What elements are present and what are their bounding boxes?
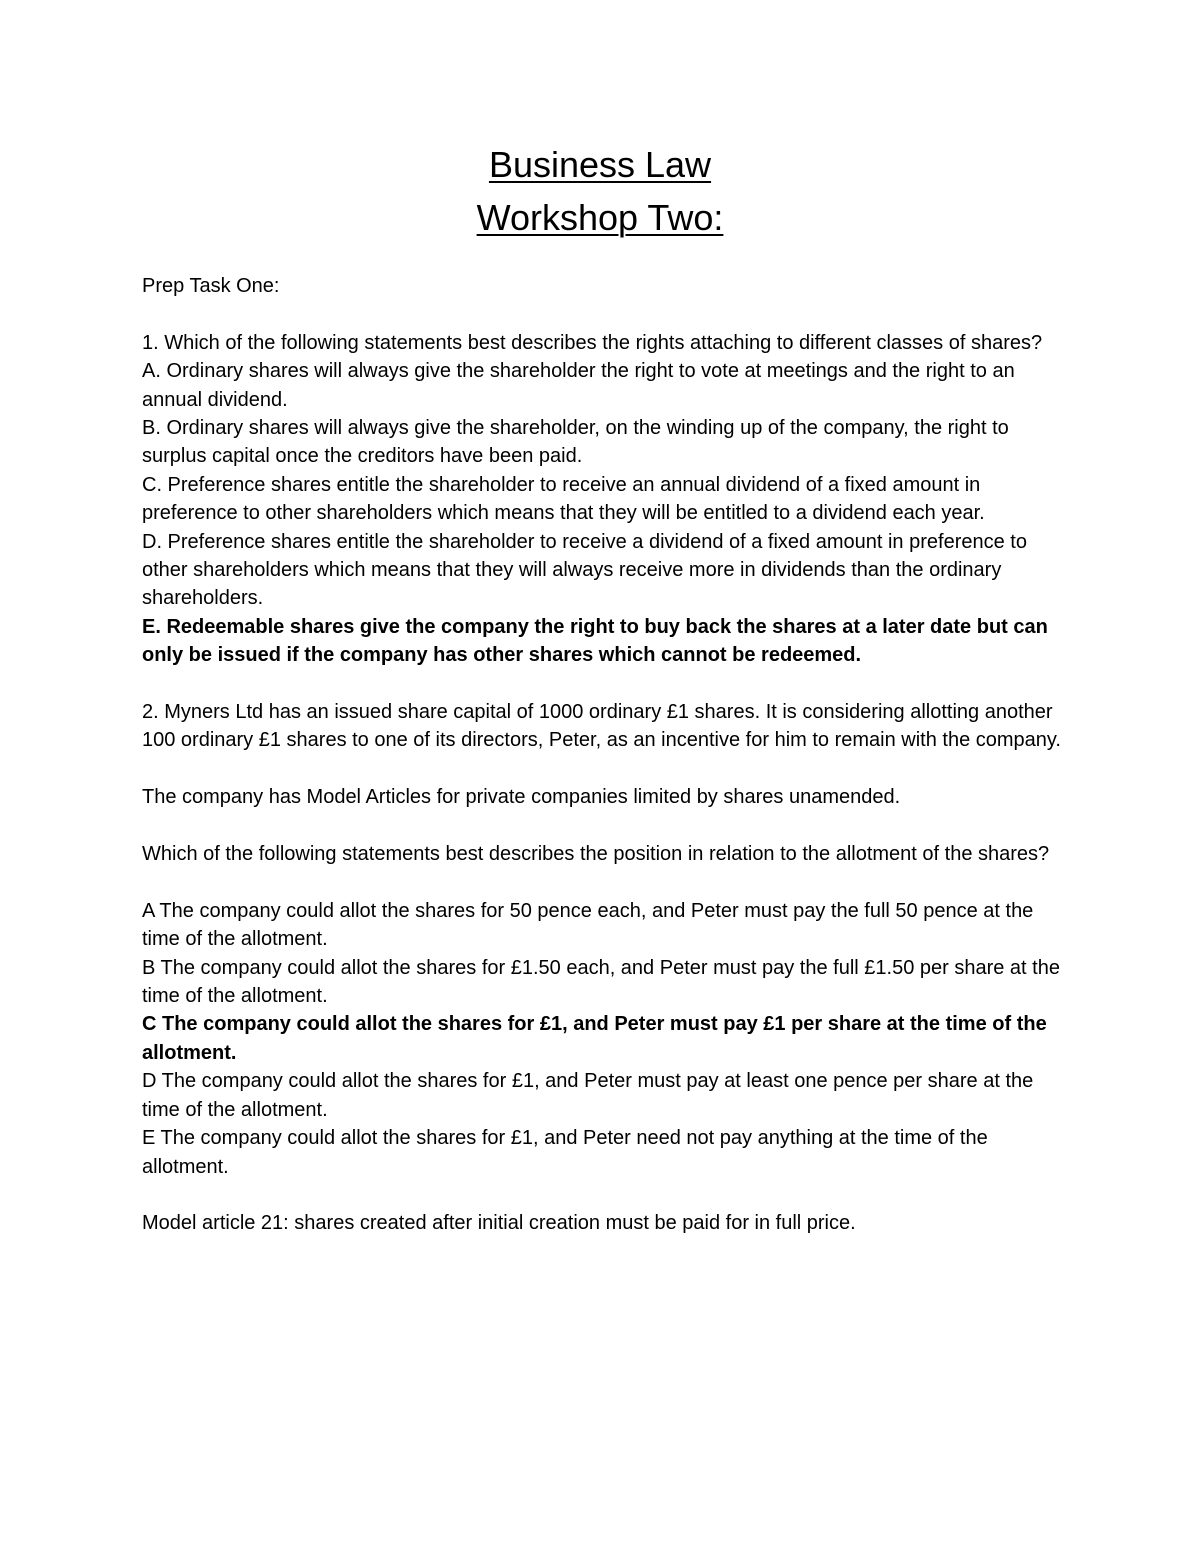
- q1-option-d: D. Preference shares entitle the shareholder to receive a dividend of a fixed amount in preference to other shareholders which means that they will always receive more in dividends than the ordinary shareholders.: [142, 530, 1027, 610]
- q1-option-a: A. Ordinary shares will always give the shareholder the right to vote at meetings and the right to an annual dividend.: [142, 360, 1015, 411]
- q2-option-e: E The company could allot the shares for £1, and Peter need not pay anything at the time of the allotment.: [142, 1127, 988, 1178]
- q1-option-b: B. Ordinary shares will always give the shareholder, on the winding up of the company, the right to surplus capital once the creditors have been paid.: [142, 417, 1009, 468]
- model-article-note: Model article 21: shares created after initial creation must be paid for in full price.: [142, 1212, 856, 1235]
- document-body: [142, 272, 1072, 1238]
- prep-task-heading: Prep Task One:: [142, 275, 280, 297]
- document-title: Business Law: [488, 144, 712, 185]
- q1-option-e-answer: E. Redeemable shares give the company the right to buy back the shares at a later date but can only be issued if the company has other shares which cannot be redeemed.: [142, 615, 1048, 667]
- question-1: 1. Which of the following statements best describes the rights attaching to different classes of shares?: [142, 331, 1043, 354]
- q2-option-a: A The company could allot the shares for 50 pence each, and Peter must pay the full 50 pence at the time of the allotment.: [142, 899, 1034, 951]
- question-2-intro: 2. Myners Ltd has an issued share capital of 1000 ordinary £1 shares. It is considering allotting another 100 ordinary £1 shares to one of its directors, Peter, as an incentive for him to remain with the company.: [142, 701, 1061, 752]
- q2-option-c-answer: C The company could allot the shares for £1, and Peter must pay £1 per share at the time of the allotment.: [142, 1013, 1047, 1064]
- q1-option-c: C. Preference shares entitle the shareholder to receive an annual dividend of a fixed amount in preference to other shareholders which means that they will be entitled to a dividend each year.: [142, 473, 985, 525]
- q2-option-d: D The company could allot the shares for £1, and Peter must pay at least one pence per share at the time of the allotment.: [142, 1070, 1034, 1121]
- question-2: Which of the following statements best describes the position in relation to the allotment of the shares?: [142, 843, 1050, 866]
- q2-option-b: B The company could allot the shares for £1.50 each, and Peter must pay the full £1.50 per share at the time of the allotment.: [142, 956, 1060, 1008]
- document-subtitle: Workshop Two:: [476, 197, 724, 238]
- model-articles-statement: The company has Model Articles for private companies limited by shares unamended.: [142, 786, 901, 809]
